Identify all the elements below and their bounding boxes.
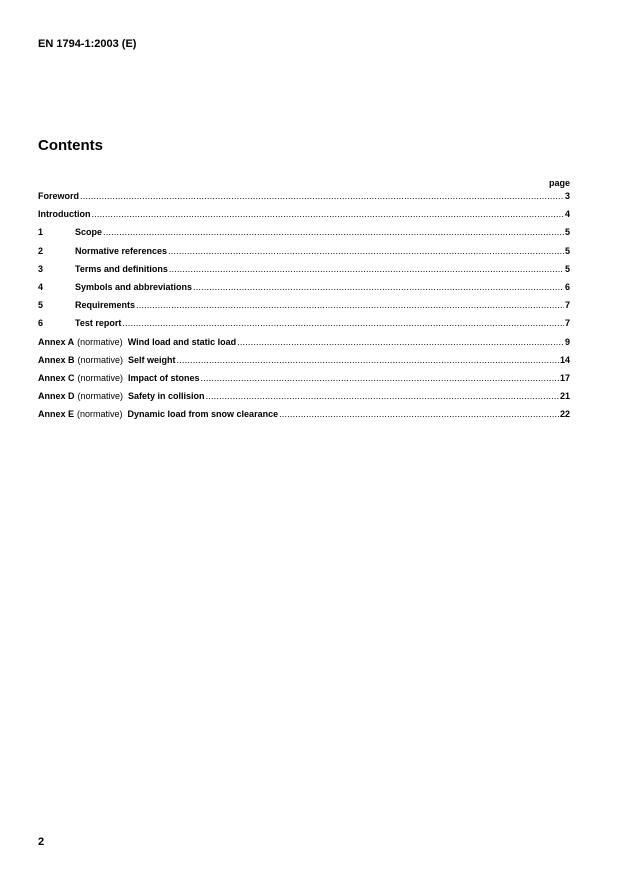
toc-dot-leader (206, 391, 560, 401)
toc-dot-leader (169, 264, 564, 274)
toc-entry[interactable] (38, 318, 570, 336)
toc-entry[interactable] (38, 282, 570, 300)
toc-entry-title: Self weight (128, 354, 176, 365)
toc-entry-title: Symbols and abbreviations (75, 281, 193, 292)
toc-dot-leader (279, 409, 560, 419)
toc-dot-leader (201, 373, 560, 383)
toc-section-number: 4 (38, 281, 44, 292)
toc-entry-title: Impact of stones (128, 372, 200, 383)
toc-annex-label: Annex A (38, 336, 75, 347)
toc-section-number: 3 (38, 263, 44, 274)
toc-entry-title: Scope (75, 227, 103, 238)
toc-page-number: 6 (564, 281, 570, 292)
toc-page-number: 7 (564, 318, 570, 329)
toc-dot-leader (136, 300, 564, 310)
toc-entry[interactable] (38, 227, 570, 245)
toc-entry-title: Wind load and static load (127, 336, 237, 347)
toc-dot-leader (237, 337, 564, 347)
toc-entry-title: Dynamic load from snow clearance (127, 409, 279, 420)
toc-section-number: 2 (38, 245, 44, 256)
toc-page-number: 17 (559, 372, 570, 383)
toc-entry-title: Test report (75, 318, 122, 329)
toc-annex-label: Annex E (38, 409, 75, 420)
toc-page-number: 5 (564, 227, 570, 238)
toc-annex-qualifier: (normative) (77, 336, 123, 347)
toc-page-number: 5 (564, 263, 570, 274)
toc-page-number: 14 (559, 354, 570, 365)
toc-entry-title: Safety in collision (128, 391, 205, 402)
toc-dot-leader (177, 355, 560, 365)
toc-page-number: 21 (559, 391, 570, 402)
page-title: Contents (38, 137, 103, 154)
toc-annex-qualifier: (normative) (77, 354, 124, 365)
toc-entry[interactable] (38, 337, 570, 355)
toc-dot-leader (80, 191, 564, 201)
toc-entry-title: Foreword (38, 191, 80, 201)
toc-section-number: 5 (38, 300, 44, 311)
toc-page-number: 3 (564, 191, 570, 201)
toc-page-number: 7 (564, 300, 570, 311)
document-id-header: EN 1794-1:2003 (E) (38, 38, 137, 50)
toc-annex-label: Annex C (38, 372, 75, 383)
toc-annex-qualifier: (normative) (77, 409, 123, 420)
toc-entry[interactable] (38, 191, 570, 209)
toc-entry[interactable] (38, 409, 570, 427)
toc-dot-leader (122, 318, 564, 328)
toc-dot-leader (92, 209, 565, 219)
toc-entry-title: Normative references (75, 245, 168, 256)
toc-entry[interactable] (38, 391, 570, 409)
toc-section-number: 6 (38, 318, 44, 329)
toc-annex-qualifier: (normative) (77, 372, 124, 383)
toc-entry[interactable] (38, 246, 570, 264)
toc-page-number: 4 (564, 209, 570, 220)
toc-entry[interactable] (38, 264, 570, 282)
toc-entry-title: Introduction (38, 209, 91, 220)
toc-page-number: 5 (564, 245, 570, 256)
toc-entry-title: Requirements (75, 300, 136, 311)
toc-dot-leader (168, 246, 564, 256)
toc-annex-label: Annex B (38, 354, 75, 365)
page-number: 2 (38, 836, 45, 848)
toc-page-number: 9 (564, 336, 570, 347)
toc-page-number: 22 (559, 409, 570, 420)
toc-entry[interactable] (38, 355, 570, 373)
toc-entry[interactable] (38, 373, 570, 391)
page-column-label: page (548, 178, 570, 188)
toc-dot-leader (103, 227, 564, 237)
toc-annex-label: Annex D (38, 391, 75, 402)
toc-entry[interactable] (38, 300, 570, 318)
toc-dot-leader (193, 282, 564, 292)
toc-annex-qualifier: (normative) (77, 391, 124, 402)
toc-section-number: 1 (38, 227, 44, 238)
toc-entry[interactable] (38, 209, 570, 227)
table-of-contents (38, 191, 570, 427)
toc-entry-title: Terms and definitions (75, 263, 168, 274)
